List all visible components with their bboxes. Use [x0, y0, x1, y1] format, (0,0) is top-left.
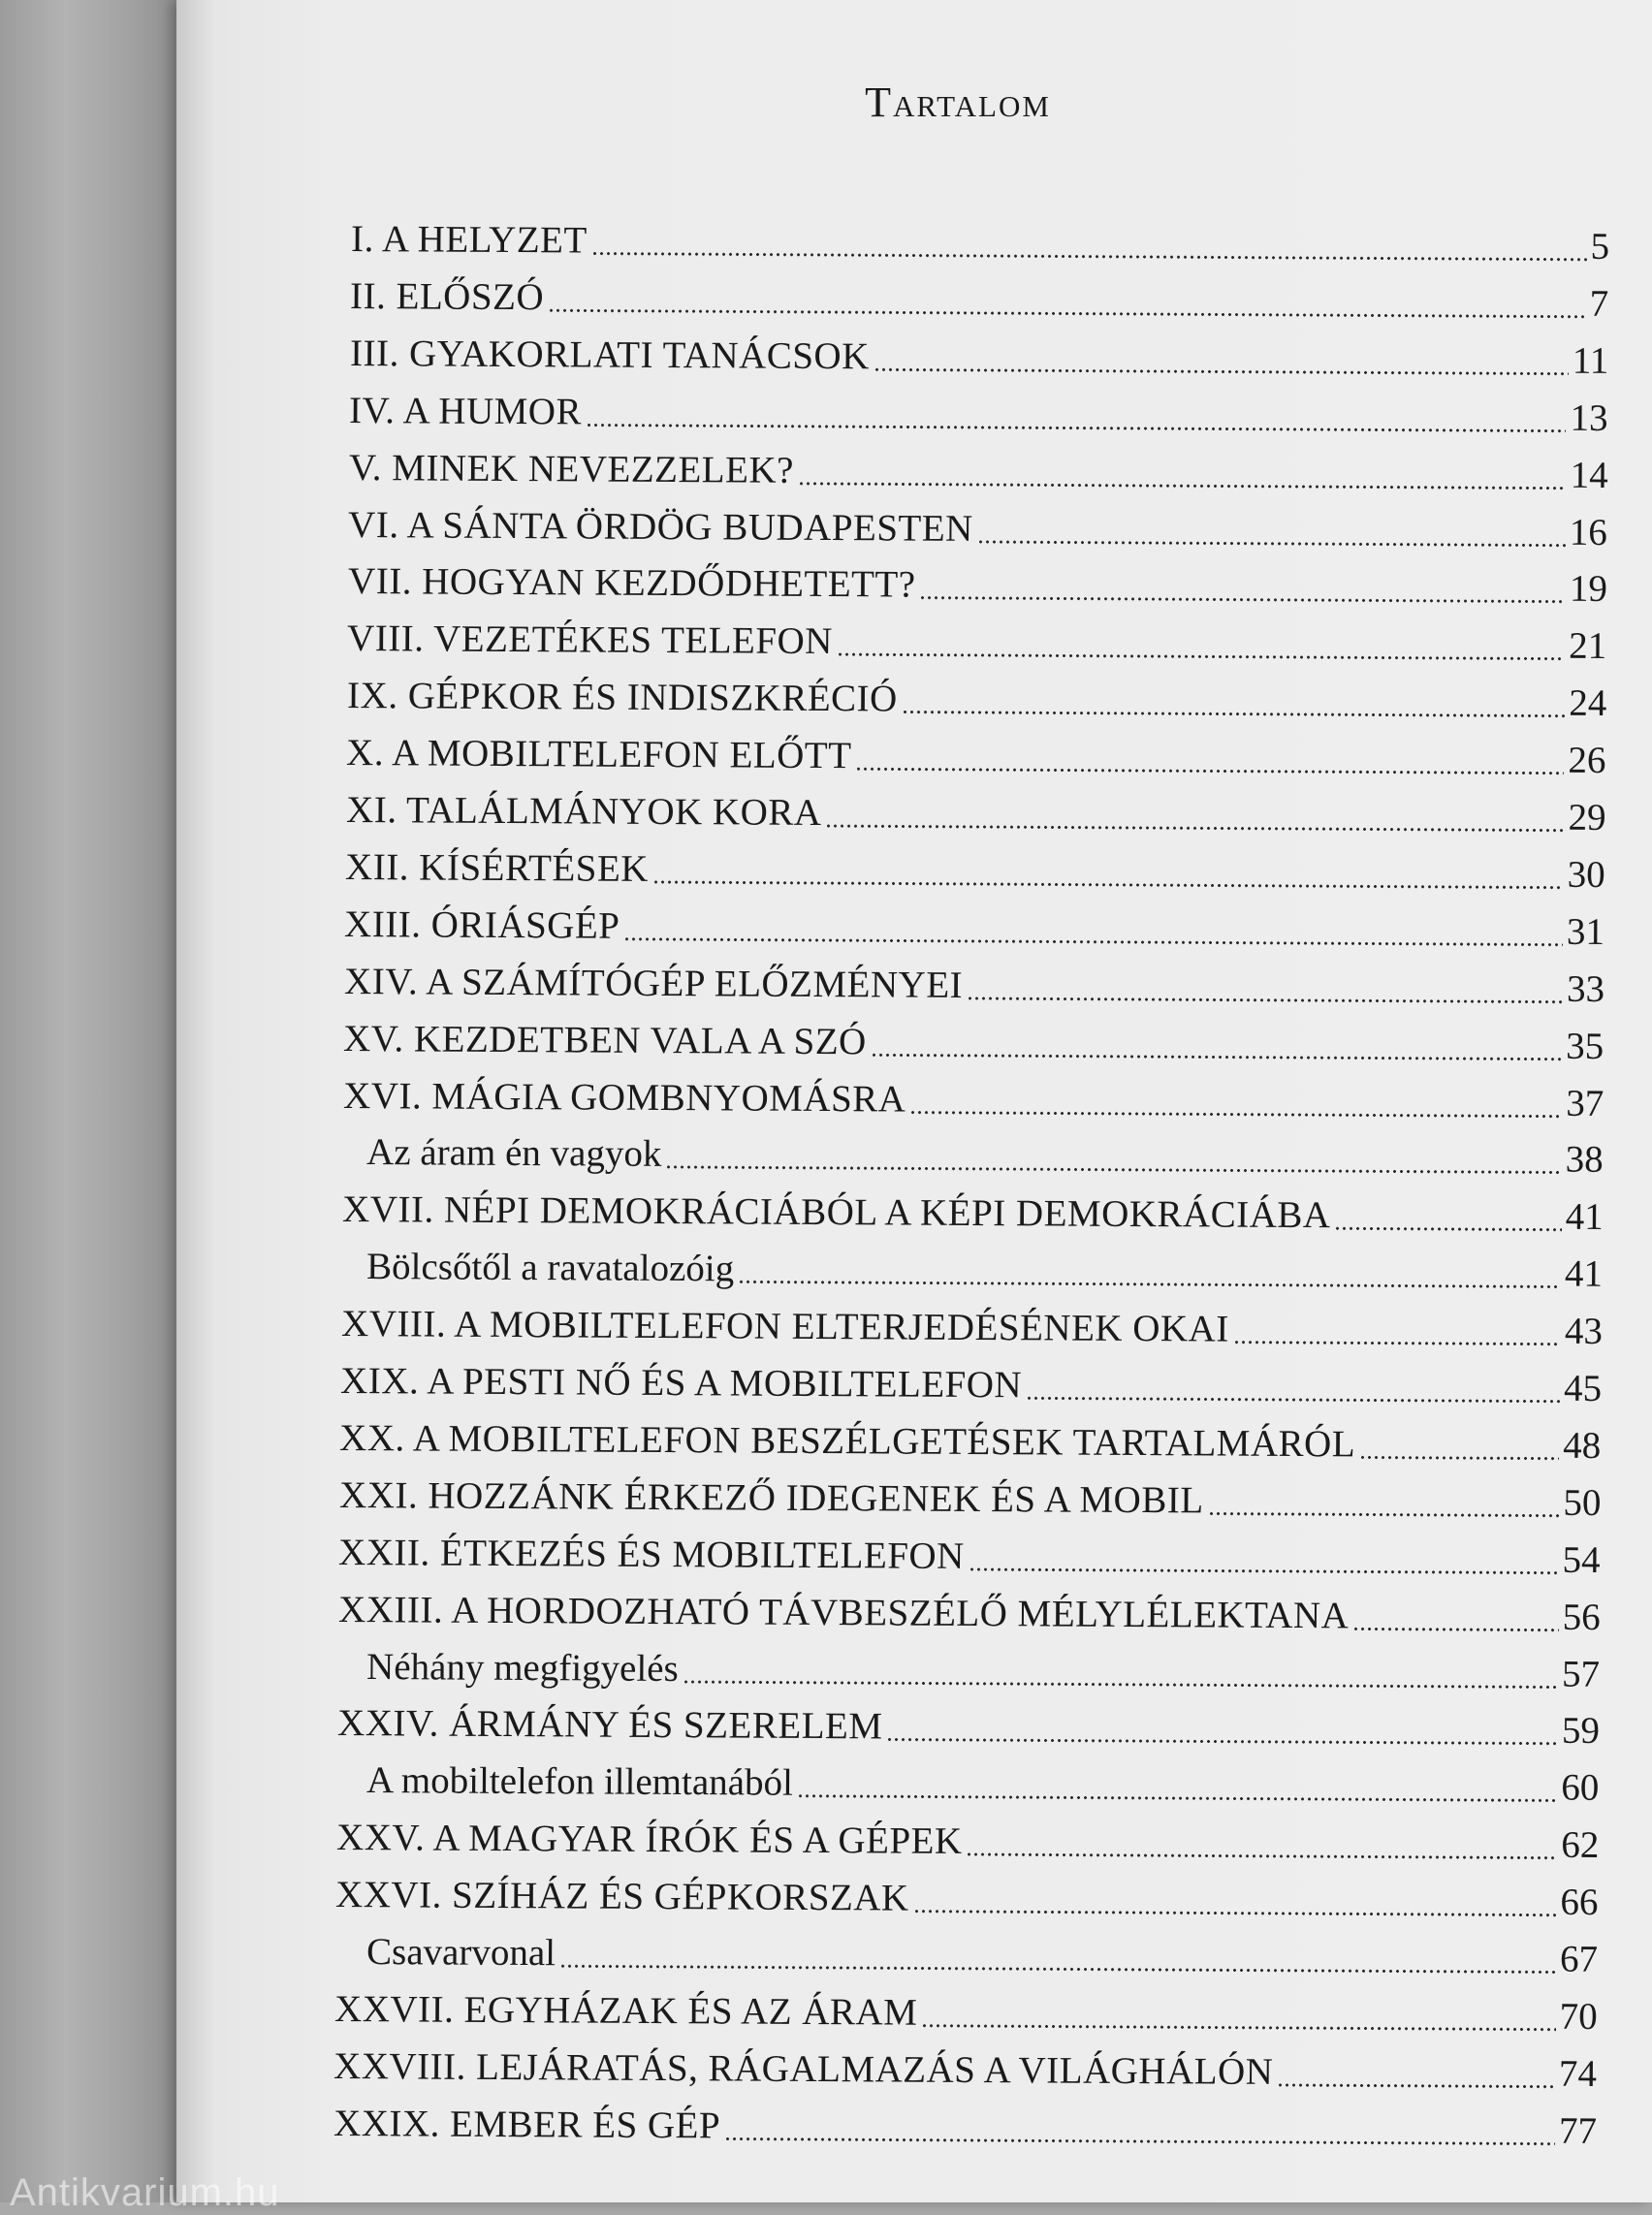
toc-entry-label: I. A HELYZET — [350, 218, 588, 262]
toc-entry-label: VII. HOGYAN KEZDŐDHETETT? — [347, 560, 916, 606]
toc-entry — [347, 599, 1607, 668]
dot-leader — [969, 1567, 1559, 1575]
toc-entry — [346, 771, 1606, 837]
toc-entry-label: XXIX. EMBER ÉS GÉP — [333, 2102, 721, 2147]
toc-page-number: 35 — [1566, 1025, 1604, 1067]
toc-entry-label: XX. A MOBILTELEFON BESZÉLGETÉSEK TARTALMÁRÓL — [339, 1416, 1356, 1466]
toc-subentry — [366, 1628, 1600, 1693]
toc-entry-label: XXII. ÉTKEZÉS ÉS MOBILTELEFON — [338, 1531, 966, 1577]
toc-entry — [351, 200, 1609, 266]
toc-entry — [349, 428, 1608, 494]
toc-page-number: 37 — [1565, 1082, 1604, 1124]
toc-entry-label: XXIII. A HORDOZHATÓ TÁVBESZÉLŐ MÉLYLÉLEKTANA — [337, 1588, 1350, 1636]
dot-leader — [1278, 2083, 1556, 2089]
toc-entry-label: III. GYAKORLATI TANÁCSOK — [349, 332, 870, 378]
toc-entry — [343, 1057, 1604, 1123]
toc-entry-label: XXI. HOZZÁNK ÉRKEZŐ IDEGENEK ÉS A MOBIL — [338, 1473, 1204, 1522]
toc-page-number: 16 — [1569, 511, 1608, 554]
toc-entry-label: XXV. A MAGYAR ÍRÓK ÉS A GÉPEK — [335, 1817, 963, 1863]
toc-page-number: 30 — [1567, 853, 1605, 896]
toc-entry — [335, 1855, 1599, 1924]
toc-page-number: 33 — [1566, 967, 1605, 1010]
toc-page-number: 41 — [1565, 1196, 1604, 1239]
toc-entry-label: V. MINEK NEVEZZELEK? — [348, 446, 794, 491]
toc-entry-label: XVII. NÉPI DEMOKRÁCIÁBÓL A KÉPI DEMOKRÁCIÁBA — [341, 1188, 1331, 1237]
toc-page-number: 14 — [1570, 454, 1608, 496]
toc-page-number: 26 — [1568, 739, 1606, 782]
toc-entry — [344, 942, 1604, 1008]
toc-page-number: 70 — [1559, 1995, 1598, 2038]
toc-entry — [335, 1798, 1600, 1867]
toc-entry — [350, 257, 1608, 323]
dot-leader — [1232, 1341, 1560, 1346]
toc-page-number: 21 — [1569, 624, 1607, 668]
toc-subentry — [366, 1227, 1603, 1293]
toc-entry — [346, 656, 1607, 725]
dot-leader — [967, 997, 1563, 1004]
book-spine — [0, 0, 184, 2202]
toc-page-number: 54 — [1562, 1538, 1602, 1581]
toc-entry-label: XII. KÍSÉRTÉSEK — [344, 845, 649, 890]
toc-entry-label: XV. KEZDETBEN VALA A SZÓ — [343, 1017, 868, 1062]
toc-page-number: 66 — [1560, 1881, 1599, 1924]
toc-page-number: 19 — [1569, 568, 1607, 611]
toc-subentry — [365, 1113, 1604, 1182]
toc-entry-label: Az áram én vagyok — [365, 1131, 662, 1176]
toc-entry-label: XIX. A PESTI NŐ ÉS A MOBILTELEFON — [339, 1360, 1023, 1407]
toc-page-number: 43 — [1564, 1310, 1603, 1353]
toc-entry — [340, 1284, 1603, 1353]
toc-entry-label: XVI. MÁGIA GOMBNYOMÁSRA — [342, 1074, 906, 1121]
toc-entry-label: XIII. ÓRIÁSGÉP — [344, 902, 620, 947]
toc-page-number: 60 — [1561, 1766, 1600, 1810]
toc-page-number: 38 — [1565, 1138, 1604, 1182]
toc-entry — [338, 1570, 1601, 1636]
toc-entry-label: Néhány megfigyelés — [365, 1645, 679, 1690]
page-title: Tartalom — [865, 79, 1051, 126]
watermark: Antikvarium.hu — [10, 2171, 280, 2214]
toc-entry-label: Csavarvonal — [365, 1931, 556, 1975]
dot-leader — [1359, 1455, 1559, 1460]
toc-entry-label: II. ELŐSZÓ — [350, 274, 545, 319]
toc-entry — [341, 1170, 1604, 1239]
toc-page-number: 41 — [1564, 1252, 1604, 1295]
toc-entry-label: XIV. A SZÁMÍTÓGÉP ELŐZMÉNYEI — [343, 960, 964, 1006]
toc-entry — [340, 1342, 1602, 1408]
toc-entry-label: X. A MOBILTELEFON ELŐTT — [346, 732, 852, 777]
toc-entry-label: XVIII. A MOBILTELEFON ELTERJEDÉSÉNEK OKAI — [340, 1303, 1229, 1350]
toc-subentry — [365, 1741, 1600, 1810]
dot-leader — [1334, 1227, 1561, 1232]
toc-page-number: 56 — [1562, 1596, 1601, 1638]
toc-page-number: 31 — [1567, 910, 1605, 953]
toc-page-number: 7 — [1590, 282, 1609, 325]
toc-page-number: 5 — [1590, 225, 1610, 268]
toc-page-number: 24 — [1568, 681, 1607, 725]
toc-page-number: 11 — [1572, 339, 1609, 382]
toc-entry-label: XXVIII. LEJÁRATÁS, RÁGALMAZÁS A VILÁGHÁLÓN — [334, 2044, 1274, 2093]
table-of-contents — [176, 0, 1652, 2202]
toc-page-number: 13 — [1570, 396, 1609, 439]
toc-entry-label: XXVII. EGYHÁZAK ÉS AZ ÁRAM — [334, 1987, 918, 2034]
toc-entry-label: Bölcsőtől a ravatalozóig — [365, 1246, 735, 1290]
toc-page-number: 62 — [1560, 1823, 1600, 1867]
toc-entry — [339, 1399, 1601, 1465]
toc-page-number: 48 — [1563, 1424, 1602, 1467]
toc-entry — [350, 314, 1609, 380]
toc-entry — [334, 2027, 1597, 2093]
toc-entry — [344, 885, 1604, 951]
toc-entry — [345, 828, 1605, 894]
toc-entry — [338, 1513, 1601, 1579]
toc-entry — [346, 713, 1606, 782]
toc-entry-label: XI. TALÁLMÁNYOK KORA — [345, 789, 822, 834]
book-page — [176, 0, 1652, 2202]
toc-page-number: 67 — [1559, 1938, 1599, 1980]
toc-entry-label: IV. A HUMOR — [349, 389, 583, 433]
toc-page-number: 57 — [1561, 1653, 1601, 1695]
toc-entry — [339, 1456, 1602, 1522]
toc-entry-label: VI. A SÁNTA ÖRDÖG BUDAPESTEN — [348, 503, 974, 550]
toc-entry-label: XXVI. SZÍHÁZ ÉS GÉPKORSZAK — [335, 1874, 909, 1919]
dot-leader — [1352, 1627, 1558, 1631]
dot-leader — [724, 2136, 1555, 2145]
toc-subentry — [366, 1913, 1598, 1978]
dot-leader — [1207, 1511, 1559, 1517]
toc-entry — [343, 999, 1604, 1065]
toc-page-number: 59 — [1561, 1710, 1600, 1753]
toc-page-number: 74 — [1559, 2052, 1598, 2095]
dot-leader — [1026, 1396, 1560, 1403]
toc-entry-label: VIII. VEZETÉKES TELEFON — [347, 617, 834, 663]
toc-entry — [347, 542, 1607, 611]
toc-entry — [349, 371, 1608, 437]
toc-page-number: 45 — [1563, 1367, 1603, 1409]
toc-entry — [334, 1970, 1598, 2036]
toc-entry — [334, 2084, 1597, 2150]
toc-page-number: 77 — [1558, 2109, 1598, 2152]
toc-entry-label: A mobiltelefon illemtanából — [365, 1759, 793, 1804]
toc-entry — [336, 1684, 1600, 1753]
toc-entry-label: IX. GÉPKOR ÉS INDISZKRÉCIÓ — [346, 675, 898, 720]
toc-page-number: 29 — [1567, 796, 1606, 839]
toc-entry-label: XXIV. ÁRMÁNY ÉS SZERELEM — [336, 1702, 883, 1748]
toc-page-number: 50 — [1563, 1481, 1602, 1524]
toc-entry — [348, 486, 1607, 552]
